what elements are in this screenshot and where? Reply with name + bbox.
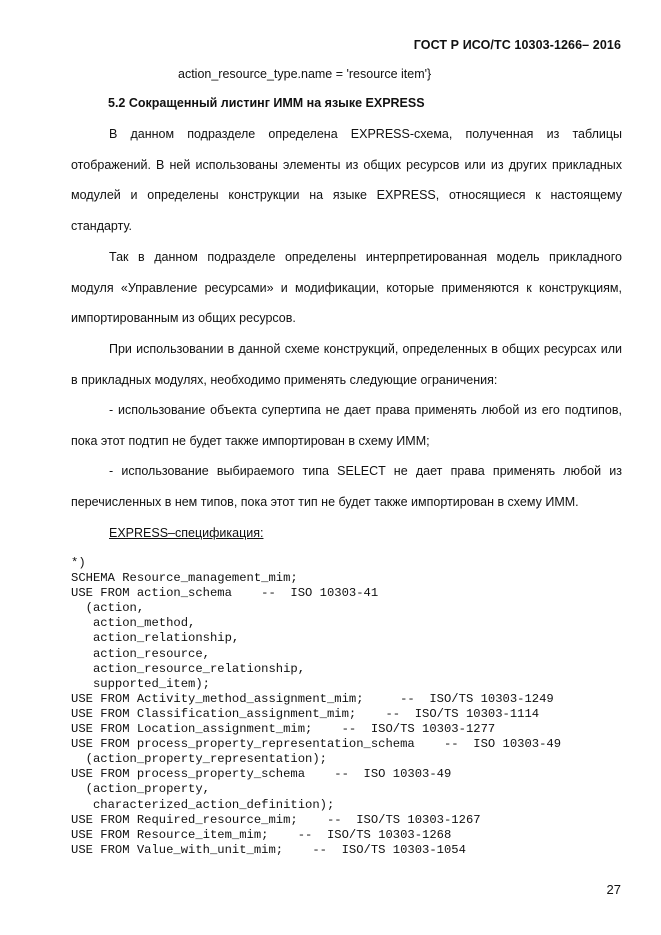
code-line: action_relationship, — [71, 631, 240, 646]
code-line: USE FROM Required_resource_mim; -- ISO/TS 10303-1267 — [71, 812, 481, 827]
restriction-item-supertype: - использование объекта супертипа не дает права применять любой из его подтипов, пока этот подтип не будет также импортирован в схему ИММ; — [71, 403, 622, 448]
code-line: action_resource, — [71, 646, 210, 661]
code-line: USE FROM process_property_representation_schema -- ISO 10303-49 — [71, 737, 562, 752]
express-code-listing — [71, 556, 561, 858]
code-line: action_resource_relationship, — [71, 661, 306, 676]
restriction-item-select: - использование выбираемого типа SELECT не дает права применять любой из перечисленных в нем типов, пока этот тип не будет также импортирован в схему ИММ. — [71, 464, 622, 509]
document-header: ГОСТ Р ИСО/ТС 10303-1266– 2016 — [413, 38, 621, 52]
code-line: (action_property, — [71, 782, 210, 797]
code-line: USE FROM Location_assignment_mim; -- ISO/TS 10303-1277 — [71, 722, 496, 737]
code-line: action_method, — [71, 616, 196, 631]
code-line: USE FROM action_schema -- ISO 10303-41 — [71, 586, 379, 601]
code-line: USE FROM Activity_method_assignment_mim; -- ISO/TS 10303-1249 — [71, 691, 554, 706]
code-line: *) — [71, 556, 86, 570]
code-line: USE FROM Value_with_unit_mim; -- ISO/TS 10303-1054 — [71, 842, 466, 857]
code-continuation-line: action_resource_type.name = 'resource item'} — [178, 67, 432, 81]
code-line: (action, — [71, 601, 145, 616]
paragraph-interpreted-model: Так в данном подразделе определены интерпретированная модель прикладного модуля «Управление ресурсами» и модификации, которые применяются к конструкциям, импортированным из общих ресурсов. — [71, 250, 622, 325]
code-line: characterized_action_definition); — [71, 797, 335, 812]
express-spec-label: EXPRESS–спецификация: — [109, 526, 264, 540]
paragraph-restrictions: При использовании в данной схеме конструкций, определенных в общих ресурсах или в прикладных модулях, необходимо применять следующие ограничения: — [71, 342, 622, 387]
code-line: (action_property_representation); — [71, 752, 327, 767]
code-line: USE FROM Resource_item_mim; -- ISO/TS 10303-1268 — [71, 827, 452, 842]
paragraph-intro: В данном подразделе определена EXPRESS-схема, полученная из таблицы отображений. В ней использованы элементы из общих ресурсов или из других прикладных модулей и определены конструкции на языке EXPRESS, относящиеся к настоящему стандарту. — [71, 127, 622, 233]
code-line: SCHEMA Resource_management_mim; — [71, 571, 298, 586]
code-line: supported_item); — [71, 676, 210, 691]
section-heading: 5.2 Сокращенный листинг ИММ на языке EXPRESS — [108, 96, 425, 110]
page-number: 27 — [606, 882, 621, 897]
code-line: USE FROM Classification_assignment_mim; -- ISO/TS 10303-1114 — [71, 706, 540, 721]
code-line: USE FROM process_property_schema -- ISO 10303-49 — [71, 767, 452, 782]
